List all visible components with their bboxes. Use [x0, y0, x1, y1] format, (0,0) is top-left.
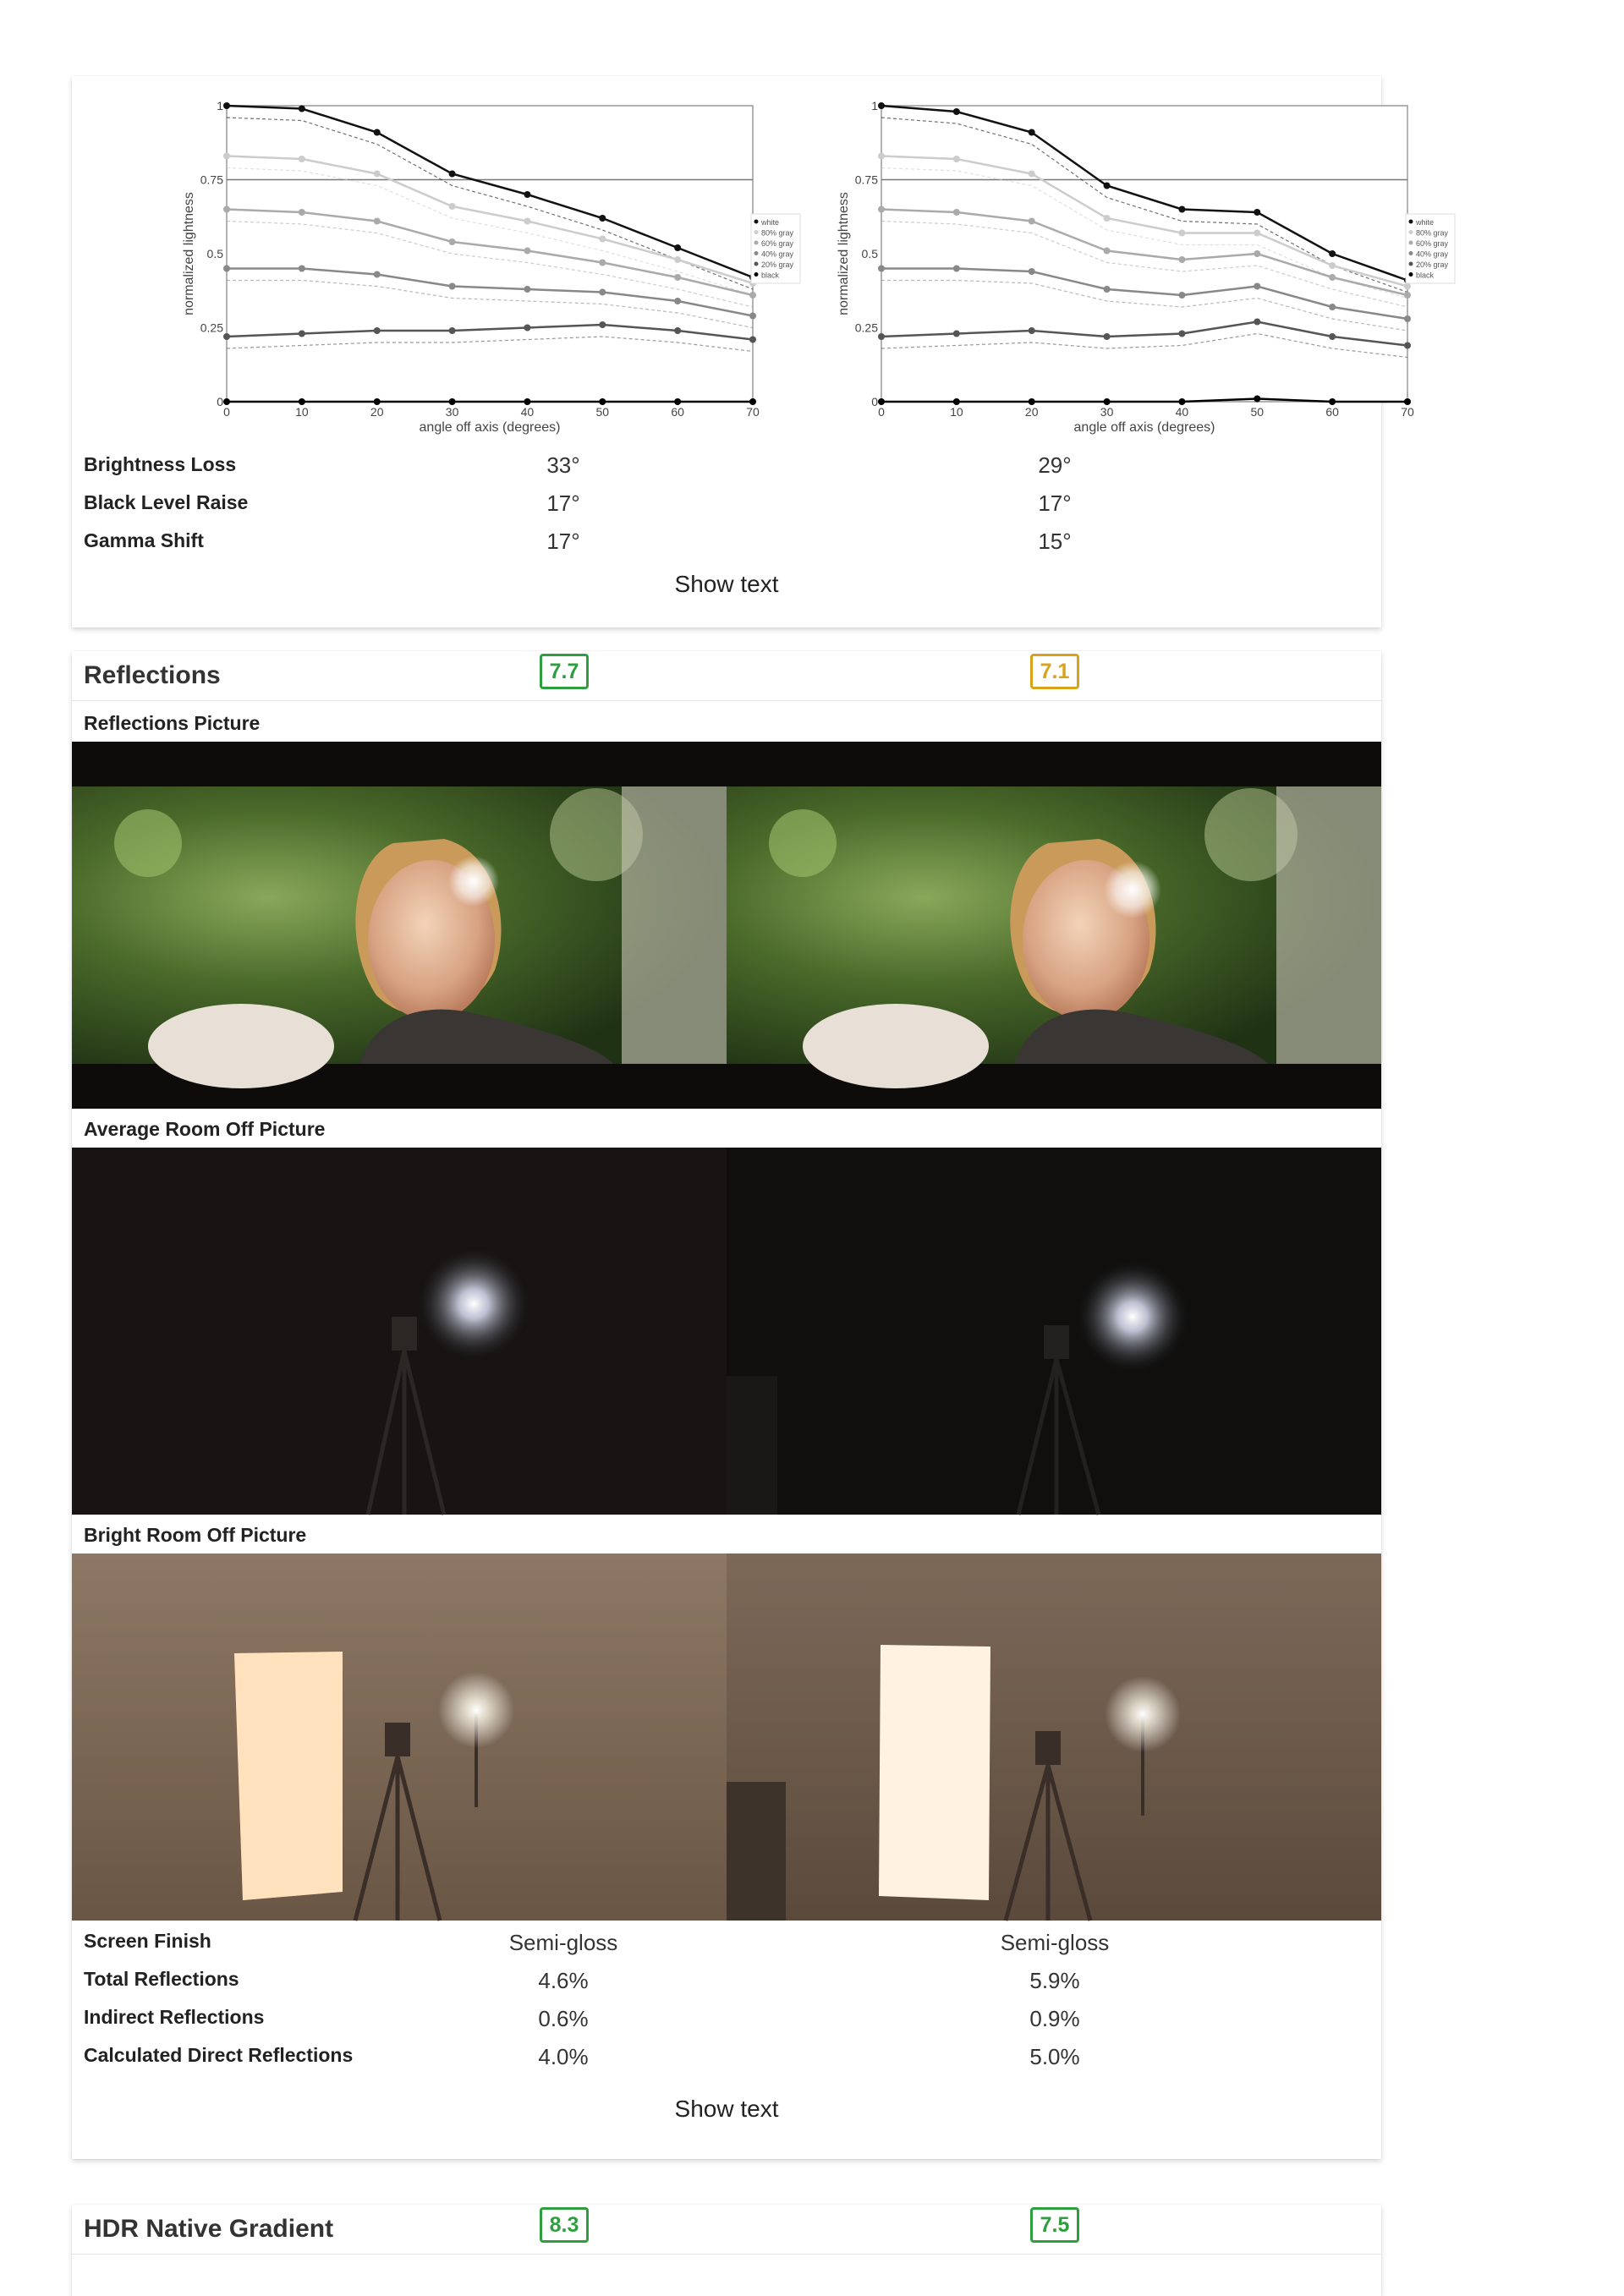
data-point	[1104, 215, 1111, 222]
legend-entry: black	[761, 271, 780, 280]
result-value-b: 15°	[1038, 529, 1072, 554]
y-tick-label: 0.75	[200, 173, 223, 187]
data-point	[1178, 230, 1185, 237]
data-point	[953, 331, 960, 337]
data-point	[1329, 398, 1336, 405]
data-point	[524, 218, 530, 225]
legend-entry: 40% gray	[1416, 249, 1449, 259]
data-point	[953, 209, 960, 216]
data-point	[1254, 230, 1260, 237]
x-tick-label: 70	[1401, 405, 1414, 419]
legend-entry: 80% gray	[761, 228, 794, 238]
data-point	[674, 244, 681, 251]
average-room-photo-a	[72, 1148, 727, 1515]
result-value-b: 17°	[1038, 490, 1072, 516]
viewing-angle-chart-left	[106, 76, 794, 448]
data-point	[878, 102, 885, 109]
data-point	[1329, 262, 1336, 269]
data-point	[1104, 248, 1111, 255]
data-point	[1104, 183, 1111, 189]
data-point	[299, 209, 305, 216]
y-tick-label: 0.75	[854, 173, 878, 187]
legend-marker	[1409, 220, 1413, 224]
reflections-photo-a-image	[72, 742, 727, 1109]
section-header	[72, 651, 1381, 701]
data-point	[1404, 342, 1411, 349]
data-point	[674, 327, 681, 334]
section-header	[72, 2205, 1381, 2255]
data-point	[1029, 171, 1035, 178]
data-point	[878, 398, 885, 405]
data-point	[374, 129, 381, 136]
data-point	[1104, 398, 1111, 405]
legend-marker	[754, 272, 759, 277]
data-point	[1329, 304, 1336, 310]
data-point	[299, 398, 305, 405]
legend-entry: 60% gray	[761, 239, 794, 248]
section-title: Reflections	[84, 661, 221, 689]
data-point	[1178, 206, 1185, 213]
result-value-b: 5.9%	[1029, 1968, 1080, 1993]
legend-entry: white	[761, 218, 780, 227]
y-tick-label: 0	[217, 395, 223, 408]
data-point	[1329, 274, 1336, 281]
data-point	[374, 171, 381, 178]
y-axis-label: normalized lightness	[837, 192, 851, 315]
x-tick-label: 0	[878, 405, 885, 419]
data-point	[599, 236, 606, 243]
data-point	[374, 271, 381, 278]
viewing-angle-card	[72, 76, 1449, 627]
y-axis-label: normalized lightness	[182, 192, 196, 315]
legend-marker	[754, 262, 759, 266]
data-point	[674, 298, 681, 304]
data-point	[599, 289, 606, 296]
y-tick-label: 0.25	[200, 321, 223, 335]
hdr-gradient-card	[72, 2205, 1381, 2296]
result-label: Gamma Shift	[84, 529, 204, 551]
show-text-button[interactable]: Show text	[674, 571, 779, 597]
score-badge-a: 7.7	[540, 654, 589, 689]
data-point	[223, 266, 230, 272]
y-tick-label: 1	[871, 99, 878, 112]
data-point	[299, 106, 305, 112]
x-tick-label: 60	[671, 405, 684, 419]
data-point	[674, 398, 681, 405]
y-tick-label: 0.5	[206, 247, 223, 260]
data-point	[1254, 283, 1260, 290]
legend-marker	[1409, 262, 1413, 266]
data-point	[1254, 319, 1260, 326]
picture-label: Bright Room Off Picture	[84, 1524, 307, 1546]
legend-marker	[754, 241, 759, 245]
data-point	[1254, 396, 1260, 403]
section-title: HDR Native Gradient	[84, 2215, 334, 2243]
score-badge-b: 7.5	[1030, 2207, 1079, 2243]
data-point	[1404, 315, 1411, 322]
result-value-a: 33°	[546, 452, 580, 478]
data-point	[1029, 398, 1035, 405]
result-label: Indirect Reflections	[84, 2006, 265, 2028]
data-point	[878, 153, 885, 160]
data-point	[1029, 218, 1035, 225]
data-point	[524, 248, 530, 255]
x-axis-label: angle off axis (degrees)	[419, 420, 561, 435]
result-value-b: 5.0%	[1029, 2044, 1080, 2069]
score-badge-a: 8.3	[540, 2207, 589, 2243]
viewing-angle-chart-right	[760, 76, 1449, 448]
legend-entry: 80% gray	[1416, 228, 1449, 238]
data-point	[1254, 209, 1260, 216]
legend-entry: 20% gray	[1416, 260, 1449, 269]
legend-marker	[1409, 251, 1413, 255]
average-room-photo-b-image	[727, 1148, 1381, 1515]
x-tick-label: 20	[370, 405, 384, 419]
result-value-a: 0.6%	[538, 2006, 589, 2031]
legend-entry: 60% gray	[1416, 239, 1449, 248]
bright-room-photo-a-image	[72, 1553, 727, 1921]
score-badge-b: 7.1	[1030, 654, 1079, 689]
legend-entry: black	[1416, 271, 1435, 280]
data-point	[374, 327, 381, 334]
plot-frame	[881, 106, 1407, 402]
y-tick-label: 0	[871, 395, 878, 408]
result-value-a: 4.6%	[538, 1968, 589, 1993]
legend-entry: 20% gray	[761, 260, 794, 269]
data-point	[223, 206, 230, 213]
result-label: Black Level Raise	[84, 491, 249, 513]
data-point	[449, 203, 456, 210]
data-point	[449, 171, 456, 178]
data-point	[1104, 333, 1111, 340]
data-point	[749, 313, 756, 320]
data-point	[1404, 398, 1411, 405]
data-point	[449, 283, 456, 290]
average-room-photo-a-image	[72, 1148, 727, 1515]
data-point	[1029, 129, 1035, 136]
legend-entry: 40% gray	[761, 249, 794, 259]
data-point	[1029, 268, 1035, 275]
data-point	[524, 191, 530, 198]
plot-frame	[227, 106, 753, 402]
y-tick-label: 0.5	[861, 247, 878, 260]
reflections-photo-b-image	[727, 742, 1381, 1109]
x-tick-label: 0	[223, 405, 230, 419]
data-point	[1329, 333, 1336, 340]
legend-marker	[1409, 241, 1413, 245]
data-point	[299, 156, 305, 162]
bright-room-photo-b-image	[727, 1553, 1381, 1921]
picture-label: Reflections Picture	[84, 712, 261, 734]
legend-entry: white	[1416, 218, 1435, 227]
x-axis-label: angle off axis (degrees)	[1073, 420, 1215, 435]
result-label: Total Reflections	[84, 1968, 239, 1990]
data-point	[299, 266, 305, 272]
data-point	[1329, 250, 1336, 257]
data-point	[953, 266, 960, 272]
y-tick-label: 1	[217, 99, 223, 112]
data-point	[953, 156, 960, 162]
data-point	[878, 333, 885, 340]
legend-marker	[1409, 230, 1413, 234]
data-point	[674, 274, 681, 281]
data-point	[449, 327, 456, 334]
result-value-a: 17°	[546, 490, 580, 516]
legend	[1406, 214, 1455, 283]
data-point	[674, 256, 681, 263]
data-point	[374, 218, 381, 225]
result-value-a: 4.0%	[538, 2044, 589, 2069]
data-point	[223, 398, 230, 405]
data-point	[878, 206, 885, 213]
result-value-b: 0.9%	[1029, 2006, 1080, 2031]
data-point	[1178, 256, 1185, 263]
legend-marker	[754, 230, 759, 234]
data-point	[449, 398, 456, 405]
data-point	[599, 215, 606, 222]
bright-room-photo-b	[727, 1553, 1381, 1921]
reflections-photo-b	[727, 742, 1381, 1109]
result-label: Calculated Direct Reflections	[84, 2044, 354, 2066]
data-point	[1254, 250, 1260, 257]
x-tick-label: 60	[1325, 405, 1339, 419]
result-value-a: 17°	[546, 529, 580, 554]
x-tick-label: 40	[520, 405, 535, 419]
legend-marker	[1409, 272, 1413, 277]
average-room-photo-b	[727, 1148, 1381, 1515]
data-point	[599, 398, 606, 405]
data-point	[599, 260, 606, 266]
x-tick-label: 30	[1100, 405, 1114, 419]
x-tick-label: 40	[1175, 405, 1189, 419]
result-label: Screen Finish	[84, 1930, 211, 1952]
show-text-button[interactable]: Show text	[674, 2096, 779, 2122]
x-tick-label: 20	[1024, 405, 1039, 419]
x-tick-label: 30	[445, 405, 459, 419]
data-point	[1404, 292, 1411, 299]
data-point	[953, 398, 960, 405]
x-tick-label: 70	[746, 405, 760, 419]
data-point	[524, 286, 530, 293]
data-point	[223, 153, 230, 160]
reflections-card	[72, 651, 1381, 2159]
legend-marker	[754, 251, 759, 255]
result-label: Brightness Loss	[84, 453, 237, 475]
data-point	[1178, 292, 1185, 299]
result-value-b: 29°	[1038, 452, 1072, 478]
data-point	[953, 108, 960, 115]
data-point	[449, 238, 456, 245]
y-tick-label: 0.25	[854, 321, 878, 335]
data-point	[223, 333, 230, 340]
data-point	[749, 292, 756, 299]
data-point	[599, 321, 606, 328]
data-point	[1029, 327, 1035, 334]
data-point	[1178, 398, 1185, 405]
x-tick-label: 50	[1250, 405, 1265, 419]
data-point	[524, 398, 530, 405]
data-point	[299, 331, 305, 337]
picture-label: Average Room Off Picture	[84, 1118, 326, 1140]
data-point	[749, 398, 756, 405]
x-tick-label: 10	[950, 405, 963, 419]
data-point	[1178, 331, 1185, 337]
reflections-photo-a	[72, 742, 727, 1109]
data-point	[524, 325, 530, 332]
data-point	[878, 266, 885, 272]
legend-marker	[754, 220, 759, 224]
data-point	[223, 102, 230, 109]
data-point	[1104, 286, 1111, 293]
result-value-a: Semi-gloss	[508, 1930, 618, 1955]
x-tick-label: 10	[295, 405, 309, 419]
x-tick-label: 50	[595, 405, 610, 419]
data-point	[749, 337, 756, 343]
data-point	[1404, 283, 1411, 290]
result-value-b: Semi-gloss	[1000, 1930, 1110, 1955]
data-point	[374, 398, 381, 405]
bright-room-photo-a	[72, 1553, 727, 1921]
